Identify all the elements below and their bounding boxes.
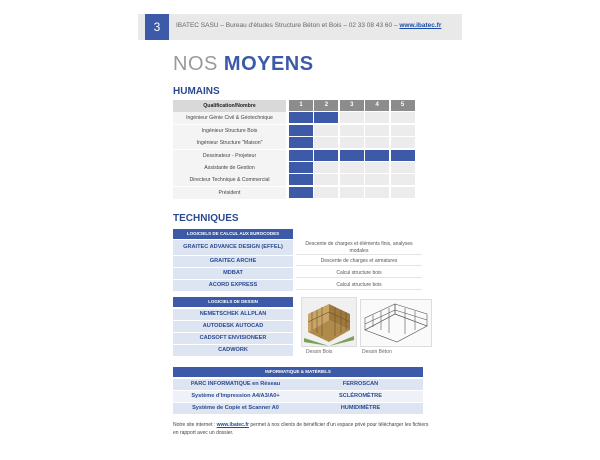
humains-count-cell (289, 137, 313, 148)
header-text: IBATEC SASU – Bureau d'études Structure Béton et Bois – 02 33 08 43 60 – www.ibatec.fr (176, 22, 442, 29)
humains-count-cell (365, 125, 389, 136)
calcul-software-name: GRAITEC ARCHE (173, 256, 293, 268)
humains-row (173, 125, 416, 137)
humains-count-cell (289, 150, 313, 161)
dessin-bois-image (301, 297, 357, 347)
wood-frame-drawing (302, 298, 356, 346)
humains-count-cell (365, 162, 389, 173)
humains-row (173, 137, 416, 149)
humains-count-cell (340, 112, 364, 123)
dessin-software-header: LOGICIELS DE DESSIN (173, 297, 293, 307)
humains-count-cell (340, 162, 364, 173)
page-number: 3 (145, 14, 169, 40)
humains-count-cell (340, 150, 364, 161)
humains-row-label: Directeur Technique & Commercial (173, 174, 286, 187)
humains-count-cell (391, 187, 415, 198)
humains-count-cell (314, 174, 338, 185)
humains-count-cell (314, 112, 338, 123)
humains-count-cell (340, 125, 364, 136)
humains-row (173, 162, 416, 174)
humains-row (173, 150, 416, 162)
humains-count-cell (289, 112, 313, 123)
humains-row-label: Ingénieur Génie Civil & Géotechnique (173, 112, 286, 125)
humains-count-cell (314, 150, 338, 161)
calcul-software-description: Descente de charges et armatures (296, 258, 422, 266)
humains-count-cell (314, 187, 338, 198)
humains-count-cell (391, 162, 415, 173)
concrete-building-drawing (361, 300, 431, 346)
info-materiel-header: INFORMATIQUE & MATÉRIELS (173, 367, 423, 377)
humains-count-cell (340, 137, 364, 148)
calcul-software-header: LOGICIELS DE CALCUL AUX EUROCODES (173, 229, 293, 239)
footer-website-link[interactable]: www.ibatec.fr (216, 422, 249, 428)
footer-note: Notre site internet : www.ibatec.fr permet à nos clients de bénéficier d'un espace privé pour télécharger les fichiers en rapport avec un dossier. (173, 422, 429, 436)
humains-count-cell (391, 125, 415, 136)
humains-column-header: Qualification/Nombre (173, 100, 286, 113)
dessin-software-name: AUTODESK AUTOCAD (173, 321, 293, 333)
calcul-software-description: Calcul structure bois (296, 282, 422, 290)
calcul-software-name: GRAITEC ADVANCE DESIGN (EFFEL) (173, 240, 293, 256)
humains-count-cell (391, 137, 415, 148)
section-techniques-heading: TECHNIQUES (173, 213, 239, 224)
humains-count-cell (289, 125, 313, 136)
dessin-beton-image (360, 299, 432, 347)
humains-count-cell (340, 187, 364, 198)
humains-count-cell (314, 162, 338, 173)
humains-count-cell (365, 137, 389, 148)
humains-level-2: 2 (314, 100, 338, 111)
info-materiel-left: PARC INFORMATIQUE en Réseau (190, 381, 281, 387)
humains-count-cell (365, 112, 389, 123)
humains-count-cell (391, 112, 415, 123)
humains-level-4: 4 (365, 100, 389, 111)
humains-count-cell (340, 174, 364, 185)
humains-header-row (173, 100, 416, 112)
humains-count-cell (289, 162, 313, 173)
humains-row-label: Assistante de Gestion (173, 162, 286, 175)
humains-row (173, 174, 416, 186)
info-materiel-row (173, 403, 423, 414)
humains-count-cell (365, 150, 389, 161)
humains-count-cell (289, 174, 313, 185)
dessin-software-name: NEMETSCHEK ALLPLAN (173, 309, 293, 321)
dessin-software-name: CADWORK (173, 345, 293, 357)
caption-dessin-beton: Dessin Béton (362, 349, 392, 355)
info-materiel-right: SCLÉROMÈTRE (339, 393, 382, 399)
humains-row-label: Dessinateur - Projeteur (173, 150, 286, 163)
humains-count-cell (314, 125, 338, 136)
humains-count-cell (391, 174, 415, 185)
info-materiel-right: HUMIDIMÈTRE (340, 405, 381, 411)
humains-row-label: Président (173, 187, 286, 200)
section-humains-heading: HUMAINS (173, 86, 220, 97)
info-materiel-left: Système de Copie et Scanner A0 (192, 405, 279, 411)
info-materiel-row (173, 379, 423, 390)
humains-level-3: 3 (340, 100, 364, 111)
humains-row-label: Ingénieur Structure "Maison" (173, 137, 286, 150)
calcul-software-description: Calcul structure bois (296, 270, 422, 278)
info-materiel-right: FERROSCAN (342, 381, 379, 387)
humains-level-5: 5 (391, 100, 415, 111)
info-materiel-row (173, 391, 423, 402)
humains-row (173, 187, 416, 199)
humains-count-cell (365, 187, 389, 198)
humains-level-1: 1 (289, 100, 313, 111)
humains-count-cell (314, 137, 338, 148)
calcul-software-name: ACORD EXPRESS (173, 280, 293, 292)
info-materiel-left: Système d'Impression A4/A3/A0+ (191, 393, 280, 399)
header-website-link[interactable]: www.ibatec.fr (399, 22, 442, 29)
page-title: NOS MOYENS (173, 53, 314, 75)
calcul-software-name: MDBAT (173, 268, 293, 280)
humains-count-cell (289, 187, 313, 198)
humains-row-label: Ingénieur Structure Bois (173, 125, 286, 138)
calcul-software-description: Descente de charges et éléments finis, analyses modales (296, 241, 422, 255)
humains-count-cell (391, 150, 415, 161)
humains-row (173, 112, 416, 124)
caption-dessin-bois: Dessin Bois (306, 349, 333, 355)
dessin-software-name: CADSOFT ENVISIONEER (173, 333, 293, 345)
humains-count-cell (365, 174, 389, 185)
